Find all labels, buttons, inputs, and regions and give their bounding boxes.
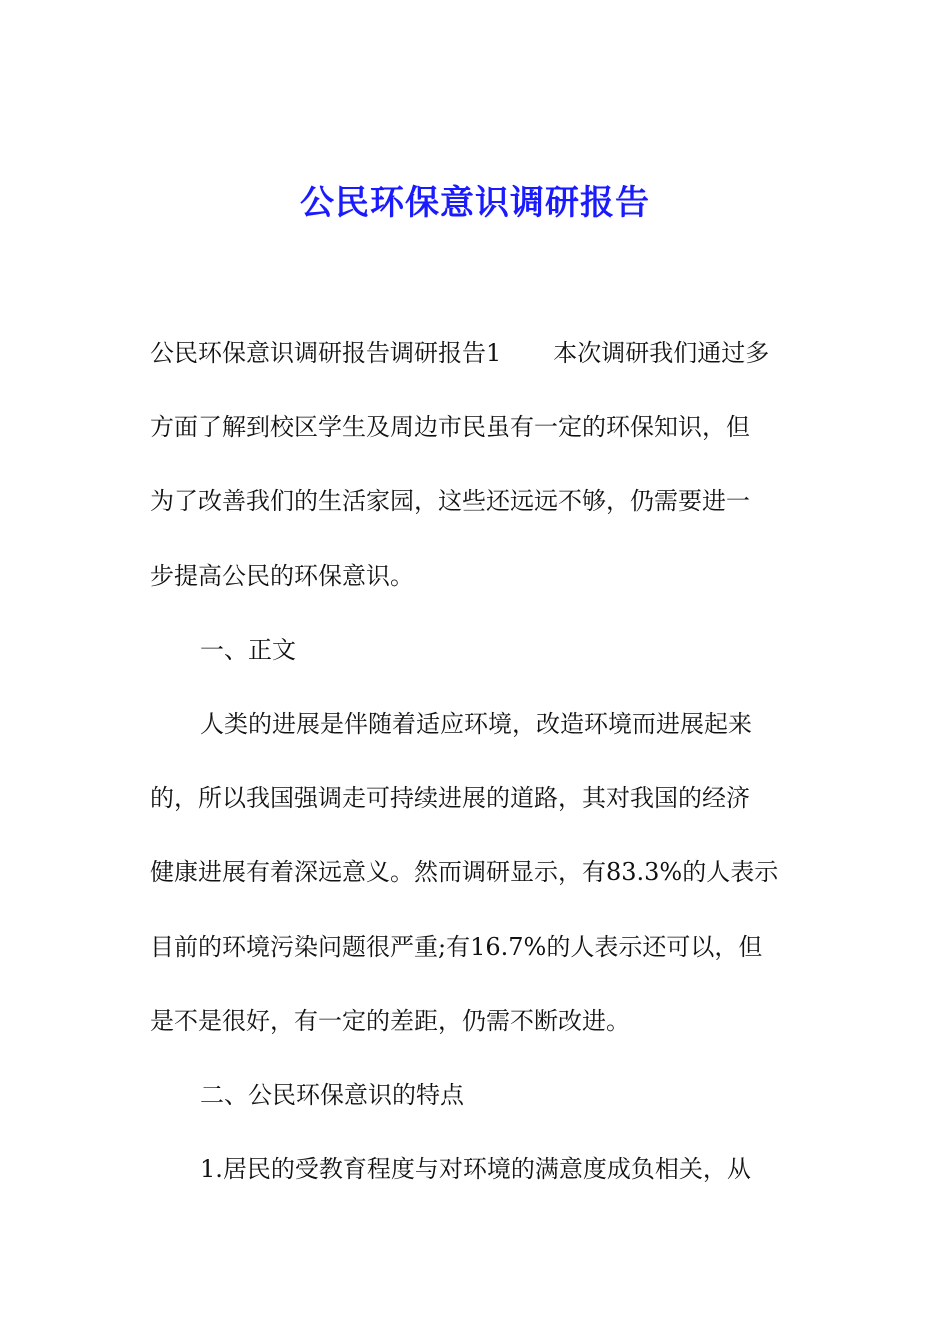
text-line-6: 人类的进展是伴随着适应环境，改造环境而进展起来 — [200, 710, 752, 738]
text-line-12: 1.居民的受教育程度与对环境的满意度成负相关，从 — [200, 1155, 751, 1183]
text-line-8: 健康进展有着深远意义。然而调研显示，有83.3%的人表示 — [150, 858, 779, 886]
text-line-4: 步提高公民的环保意识。 — [150, 562, 414, 590]
section-heading-2: 二、公民环保意识的特点 — [200, 1081, 464, 1109]
report-heading-inline: 公民环保意识调研报告调研报告1 — [150, 339, 502, 367]
text-line-2: 方面了解到校区学生及周边市民虽有一定的环保知识，但 — [150, 413, 750, 441]
text-line-3: 为了改善我们的生活家园，这些还远远不够，仍需要进一 — [150, 487, 750, 515]
text-line-10: 是不是很好，有一定的差距，仍需不断改进。 — [150, 1007, 630, 1035]
text-line-7: 的，所以我国强调走可持续进展的道路，其对我国的经济 — [150, 784, 750, 812]
section-heading-1: 一、正文 — [200, 636, 296, 664]
text-line-9: 目前的环境污染问题很严重;有16.7%的人表示还可以，但 — [150, 933, 763, 961]
text-line-1 — [150, 335, 830, 371]
intro-sentence-start: 本次调研我们通过多 — [553, 339, 770, 367]
document-title: 公民环保意识调研报告 — [300, 183, 650, 223]
